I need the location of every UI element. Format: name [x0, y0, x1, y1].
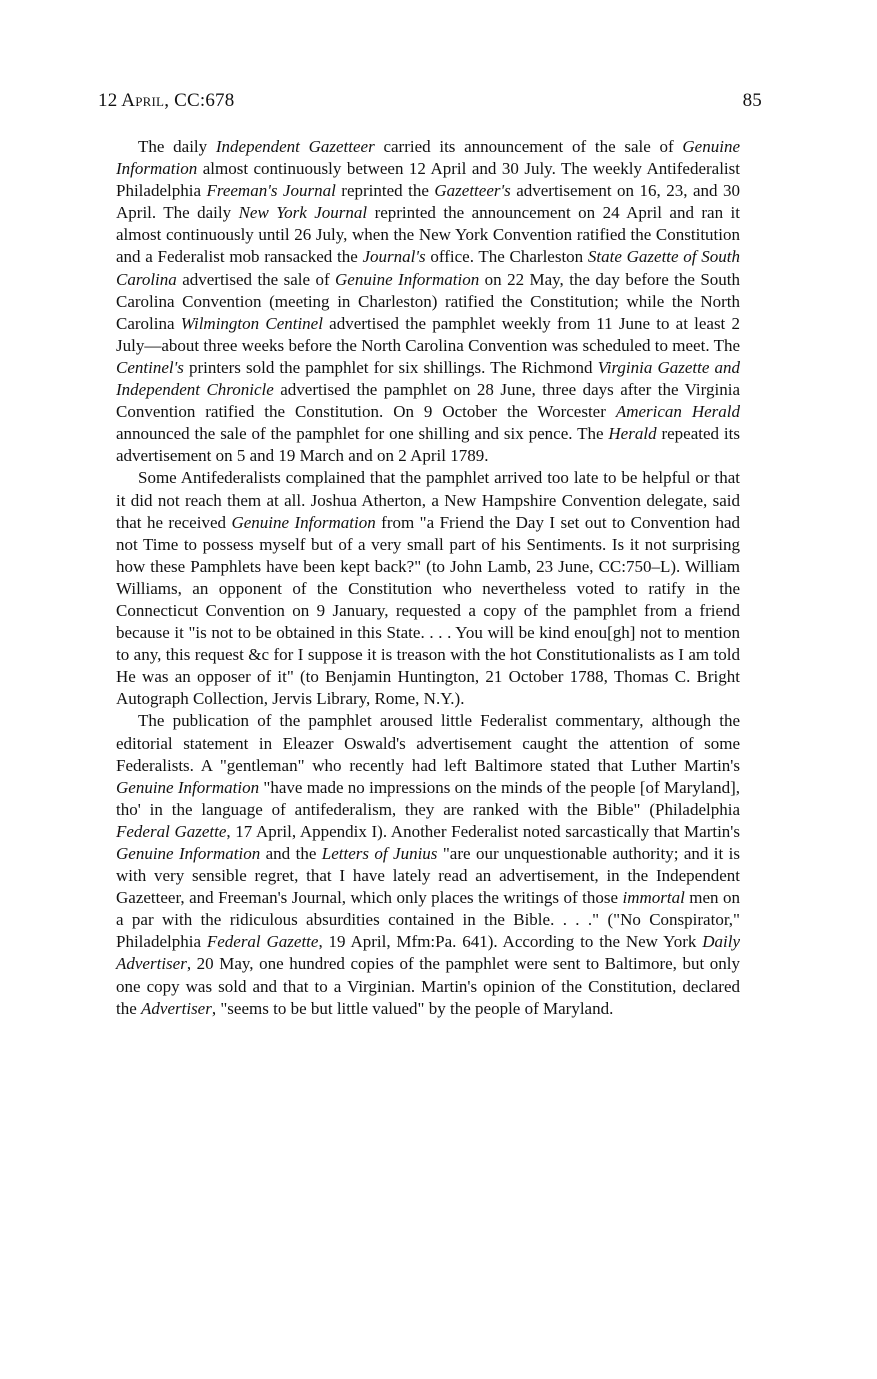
- text-run: The daily: [138, 137, 216, 156]
- italic-title: Herald: [608, 424, 657, 444]
- text-run: , 19 April, Mfm:Pa. 641). According to the New York: [318, 932, 703, 952]
- italic-title: Letters of Junius: [321, 844, 438, 863]
- text-run: almost continuously between 12 April and 30 July. The weekly Antifederalist Philadelphia: [116, 159, 740, 201]
- text-run: , 20 May, one hundred copies of the pamphlet were sent to Baltimore, but only one copy was sold and that to a Virginian. Martin's opinion of the Constitution, declared the: [116, 954, 740, 1018]
- text-run: "are our unquestionable authority; and it is with very sensible regret, that I have lately read an advertisement, in the Independent Gazetteer, and Freeman's Journal, which only places the writings of those: [116, 844, 740, 908]
- paragraph: [116, 467, 740, 710]
- text-run: Some Antifederalists complained that the pamphlet arrived too late to be helpful or that it did not reach them at all. Joshua Atherton, a New Hampshire Convention delegate, said that he received: [116, 468, 740, 532]
- italic-title: American Herald: [615, 402, 740, 422]
- text-run: advertised the sale of: [176, 269, 336, 289]
- text-run: The publication of the pamphlet aroused little Federalist commentary, although the editorial statement in Eleazer Oswald's advertisement caught the attention of some Federalists. A "gentleman" who recently had left Baltimore stated that Luther Martin's: [116, 711, 740, 775]
- italic-title: Independent Gazetteer: [215, 137, 375, 156]
- italic-title: Federal Gazette: [206, 932, 319, 952]
- text-run: from "a Friend the Day I set out to Convention had not Time to possess myself but of a very small part of his Sentiments. Is it not surprising how these Pamphlets have been kept back?" (to John Lamb, 23 June, CC:750–L). William Williams, an opponent of the Constitution who nevertheless voted to ratify in the Connecticut Convention on 9 January, requested a copy of the pamphlet from a friend because it "is not to be obtained in this State. . . . You will be kind enou[gh] not to mention to any, this request &c for I suppose it is treason with the hot Constitutionalists as I am told He was an opposer of it" (to Benjamin Huntington, 21 October 1788, Thomas C. Bright Autograph Collection, Jervis Library, Rome, N.Y.).: [116, 512, 740, 709]
- text-run: and the: [260, 844, 322, 863]
- text-run: printers sold the pamphlet for six shillings. The Richmond: [183, 357, 598, 377]
- italic-title: State Gazette of South Carolina: [116, 247, 740, 289]
- text-run: repeated its advertisement on 5 and 19 March and on 2 April 1789.: [116, 424, 740, 466]
- italic-title: New York Journal: [238, 203, 368, 223]
- italic-title: Genuine Information: [116, 844, 261, 863]
- italic-title: Virginia Gazette and Independent Chronicle: [116, 357, 740, 400]
- italic-title: Freeman's Journal: [206, 181, 336, 201]
- text-run: advertised the pamphlet on 28 June, three days after the Virginia Convention ratified the Constitution. On 9 October the Worcester: [116, 380, 740, 422]
- text-run: on 22 May, the day before the South Carolina Convention (meeting in Charleston) ratified the Constitution; while the North Carolina: [116, 269, 740, 333]
- italic-title: Genuine Information: [116, 137, 740, 179]
- text-run: "have made no impressions on the minds of the people [of Maryland], tho' in the language of antifederalism, they are ranked with the Bible" (Philadelphia: [116, 777, 740, 819]
- text-run: announced the sale of the pamphlet for one shilling and six pence. The: [116, 424, 609, 444]
- italic-title: Daily Advertiser: [116, 932, 741, 974]
- text-run: advertised the pamphlet weekly from 11 June to at least 2 July—about three weeks before the North Carolina Convention was scheduled to meet. The: [116, 313, 740, 355]
- italic-title: immortal: [622, 888, 685, 908]
- italic-title: Genuine Information: [116, 777, 260, 797]
- italic-title: Genuine Information: [231, 512, 376, 532]
- paragraph: [116, 136, 740, 467]
- page-number: 85: [742, 90, 762, 111]
- text-run: , 17 April, Appendix I). Another Federalist noted sarcastically that Martin's: [226, 821, 740, 841]
- running-head: [98, 90, 762, 112]
- italic-title: Federal Gazette: [116, 821, 227, 841]
- text-run: , "seems to be but little valued" by the people of Maryland.: [211, 998, 614, 1018]
- italic-title: Centinel's: [116, 357, 184, 377]
- text-run: advertisement on 16, 23, and 30 April. The daily: [116, 181, 740, 223]
- italic-title: Journal's: [362, 247, 426, 267]
- text-run: men on a par with the ridiculous absurdities contained in the Bible. . . ." ("No Conspirator," Philadelphia: [116, 888, 740, 952]
- text-run: reprinted the: [335, 181, 435, 201]
- running-head-title: 12 April, CC:678: [98, 90, 235, 111]
- paragraph: [116, 710, 740, 1019]
- italic-title: Genuine Information: [335, 269, 480, 289]
- body-text: [116, 136, 740, 1020]
- italic-title: Wilmington Centinel: [180, 313, 323, 333]
- italic-title: Advertiser: [141, 998, 212, 1018]
- text-run: office. The Charleston: [425, 247, 588, 267]
- italic-title: Gazetteer's: [434, 181, 511, 201]
- document-page: [98, 90, 762, 1020]
- text-run: carried its announcement of the sale of: [374, 137, 683, 156]
- text-run: reprinted the announcement on 24 April and ran it almost continuously until 26 July, when the New York Convention ratified the Constitution and a Federalist mob ransacked the: [116, 203, 740, 267]
